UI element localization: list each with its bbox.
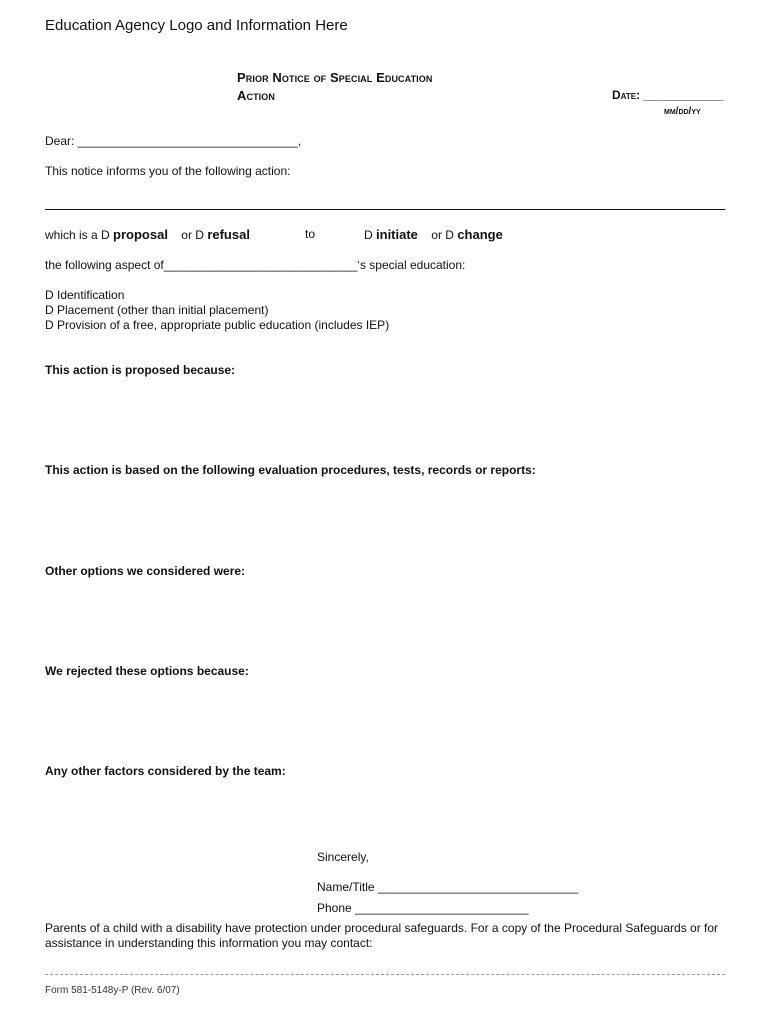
page-title [237,69,432,105]
sincerely-text: Sincerely, [317,850,369,864]
aspect-options-list [45,288,389,333]
title-line-2: Action [237,88,275,103]
section-other-options: Other options we considered were: [45,564,246,578]
dear-field[interactable]: Dear: _________________________________, [45,134,302,148]
option-fape[interactable]: D Provision of a free, appropriate public education (includes IEP) [45,318,390,332]
refusal-option[interactable]: refusal [207,227,250,242]
procedural-safeguards-note: Parents of a child with a disability have protection under procedural safeguards. For a copy of the Procedural Safeguards or for assistance in understanding this information you may contact: [45,921,719,950]
action-entry-line[interactable] [45,209,725,210]
aspect-field[interactable]: the following aspect of_____________________________‘s special education: [45,258,466,272]
proposal-refusal-choice [45,227,250,242]
date-format-hint: mm/dd/yy [664,106,701,117]
which-is-a-label: which is a D [45,228,110,242]
or-label: or D [181,228,204,242]
agency-placeholder: Education Agency Logo and Information Here [45,17,348,34]
change-option[interactable]: change [457,227,503,242]
contact-entry-line[interactable] [45,974,725,975]
initiate-change-choice [364,227,503,242]
phone-field[interactable]: Phone __________________________ [317,901,529,915]
option-placement[interactable]: D Placement (other than initial placement) [45,303,269,317]
section-based-on: This action is based on the following evaluation procedures, tests, records or reports: [45,463,536,477]
initiate-option[interactable]: initiate [376,227,418,242]
form-number: Form 581-5148y-P (Rev. 6/07) [45,985,180,996]
to-label: to [305,227,316,241]
section-proposed-because: This action is proposed because: [45,363,236,377]
title-line-1: Prior Notice of Special Education [237,70,433,85]
date-field[interactable]: Date: ____________ [612,88,724,102]
section-rejected-because: We rejected these options because: [45,664,249,678]
name-title-field[interactable]: Name/Title ______________________________ [317,880,579,894]
or-label-2: or D [431,228,454,242]
d-prefix: D [364,228,373,242]
proposal-option[interactable]: proposal [113,227,168,242]
intro-text: This notice informs you of the following action: [45,164,291,178]
section-other-factors: Any other factors considered by the team: [45,764,286,778]
option-identification[interactable]: D Identification [45,288,125,302]
